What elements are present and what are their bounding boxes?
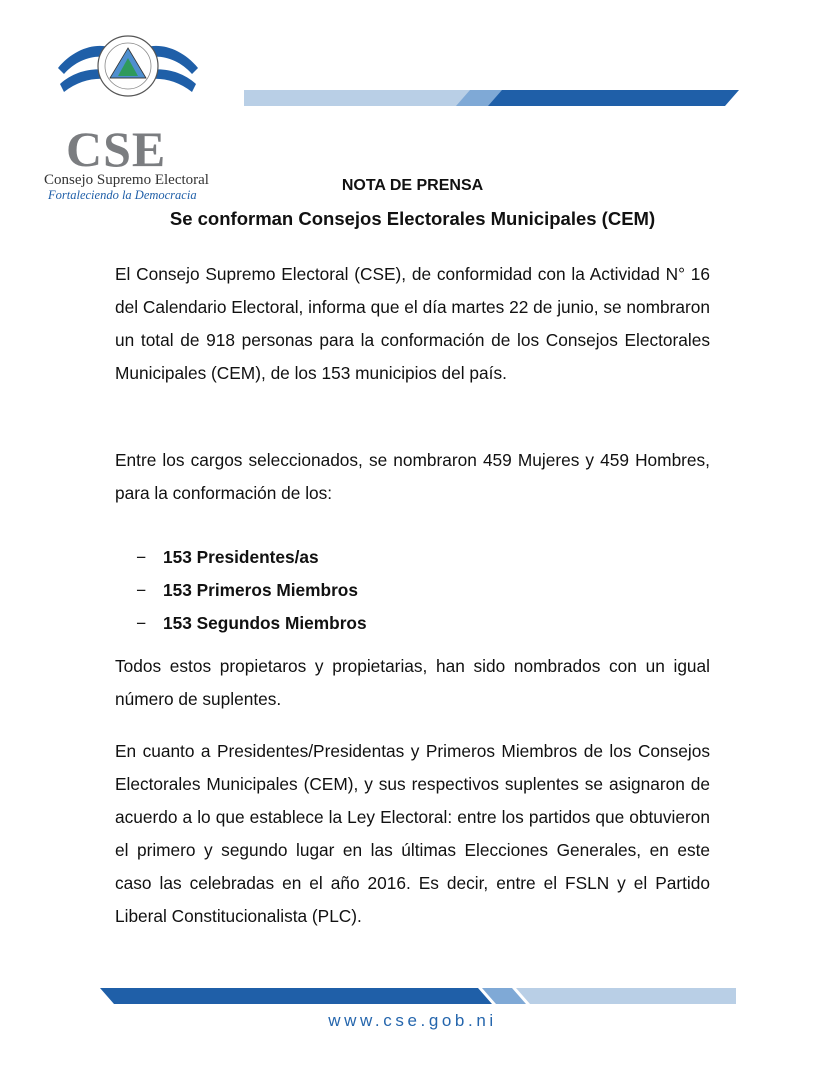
cse-logo (40, 28, 215, 202)
list-item (136, 541, 367, 574)
document-kind: NOTA DE PRENSA (341, 177, 484, 194)
paragraph-1: El Consejo Supremo Electoral (CSE), de conformidad con la Actividad N° 16 del Calendario Electoral, informa que el día martes 22 de junio, se nombraron un total de 918 personas para la conformación de los Consejos Electorales Municipales (CEM), de los 153 municipios del país. (115, 264, 710, 383)
list-item-label: 153 Presidentes/as (163, 547, 319, 567)
logo-tagline: Fortaleciendo la Democracia (48, 188, 197, 202)
logo-acronym: CSE (66, 121, 167, 177)
footer-stripe (100, 988, 736, 1004)
dash-icon: − (136, 547, 147, 567)
paragraph-3: Todos estos propietaros y propietarias, han sido nombrados con un igual número de suplentes. (115, 656, 710, 709)
dash-icon: − (136, 580, 147, 600)
dash-icon: − (136, 613, 147, 633)
paragraph-2: Entre los cargos seleccionados, se nombraron 459 Mujeres y 459 Hombres, para la conformación de los: (115, 450, 710, 503)
paragraph-4: En cuanto a Presidentes/Presidentas y Primeros Miembros de los Consejos Electorales Municipales (CEM), y sus respectivos suplentes se asignaron de acuerdo a lo que establece la Ley Electoral: entre los partidos que obtuvieron el primero y segundo lugar en las últimas Elecciones Generales, en este caso las celebradas en el año 2016. Es decir, entre el FSLN y el Partido Liberal Constitucionalista (PLC). (115, 741, 710, 926)
header-stripe (244, 90, 739, 106)
logo-org-name: Consejo Supremo Electoral (44, 172, 209, 188)
list-item-label: 153 Segundos Miembros (163, 613, 367, 633)
list-item (136, 574, 367, 607)
footer-website-link[interactable]: www.cse.gob.ni (328, 1011, 497, 1030)
list-item-label: 153 Primeros Miembros (163, 580, 358, 600)
nicaragua-emblem-icon (58, 28, 198, 120)
page-title: Se conforman Consejos Electorales Municipales (CEM) (169, 208, 656, 229)
list-item (136, 607, 367, 640)
positions-list (136, 541, 367, 640)
